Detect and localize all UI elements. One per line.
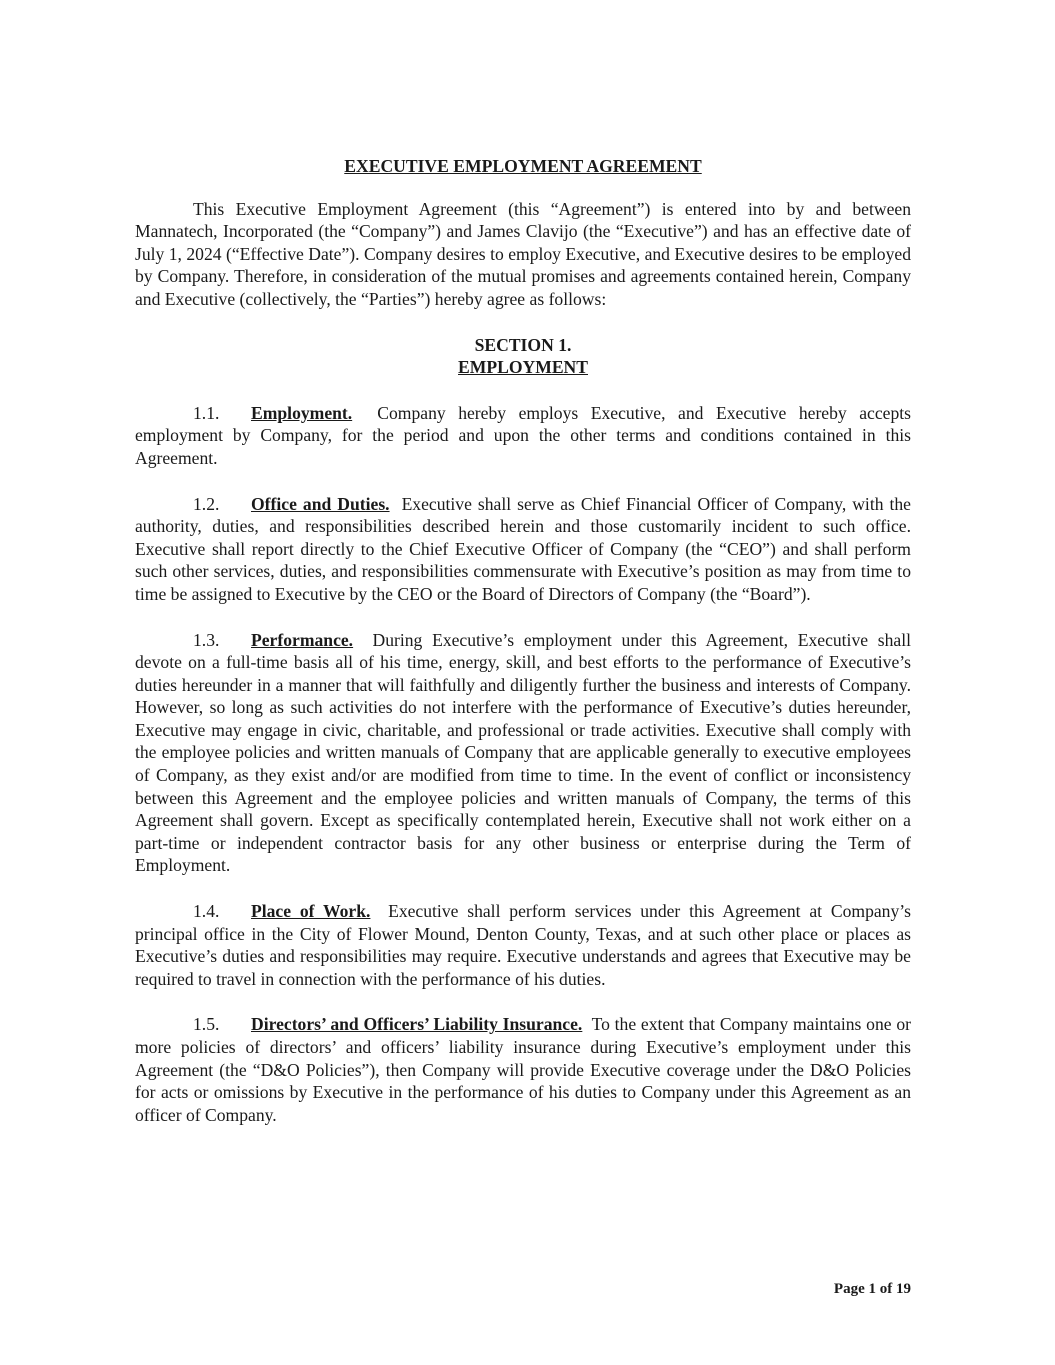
clause-text: During Executive’s employment under this Agreement, Executive shall devote on a full-time basis all of his time, energy, skill, and best efforts to the performance of Executive’s duties hereunder in a manner that will faithfully and diligently further the business and interests of Company. However, so long as such activities do not interfere with the performance of Executive’s duties hereunder, Executive may engage in civic, charitable, and professional or trade activities. Executive shall comply with the employee policies and written manuals of Company that are applicable generally to executive employees of Company, as they exist and/or are modified from time to time. In the event of conflict or inconsistency between this Agreement and the employee policies and written manuals of Company, the terms of this Agreement shall govern. Except as specifically contemplated herein, Executive shall not work either on a part-time or independent contractor basis for any other business or enterprise during the Term of Employment. [135,629,911,876]
section-heading [135,334,911,379]
intro-paragraph: This Executive Employment Agreement (this “Agreement”) is entered into by and between Mannatech, Incorporated (the “Company”) and James Clavijo (the “Executive”) and has an effective date of July 1, 2024 (“Effective Date”). Company desires to employ Executive, and Executive desires to be employed by Company. Therefore, in consideration of the mutual promises and agreements contained herein, Company and Executive (collectively, the “Parties”) hereby agree as follows: [135,198,911,309]
clause-1-5 [135,1013,911,1126]
clause-text: To the extent that Company maintains one or more policies of directors’ and officers’ liability insurance during Executive’s employment under this Agreement (the “D&O Policies”), then Company will provide Executive coverage under the D&O Policies for acts or omissions by Executive in the performance of his duties to Company under this Agreement as an officer of Company. [135,1014,912,1125]
clause-number: 1.5. [193,1014,220,1035]
clause-heading: Place of Work. [251,901,371,922]
section-name: EMPLOYMENT [458,357,588,378]
document-title: EXECUTIVE EMPLOYMENT AGREEMENT [344,156,702,176]
section-number: SECTION 1. [474,334,572,355]
clause-text: Company hereby employs Executive, and Executive hereby accepts employment by Company, for the period and upon the other terms and conditions contained in this Agreement. [135,402,912,468]
clause-1-2 [135,493,911,606]
clause-1-1 [135,402,911,470]
document-body [135,155,911,1149]
clause-number: 1.2. [193,493,220,514]
clause-heading: Employment. [251,402,353,423]
clause-number: 1.4. [193,901,220,922]
clause-number: 1.1. [193,402,220,423]
clause-heading: Office and Duties. [251,493,390,514]
clause-1-4 [135,900,911,990]
page-number: Page 1 of 19 [833,1281,911,1297]
clause-heading: Directors’ and Officers’ Liability Insurance. [251,1014,583,1035]
clause-1-3 [135,629,911,878]
clause-heading: Performance. [251,629,354,650]
clause-number: 1.3. [193,629,220,650]
clause-text: Executive shall serve as Chief Financial Officer of Company, with the authority, duties, and responsibilities described herein and those customarily incident to such office. Executive shall report directly to the Chief Executive Officer of Company (the “CEO”) and shall perform such other services, duties, and responsibilities commensurate with Executive’s position as may from time to time be assigned to Executive by the CEO or the Board of Directors of Company (the “Board”). [135,493,911,604]
clause-text: Executive shall perform services under this Agreement at Company’s principal office in the City of Flower Mound, Denton County, Texas, and at such other place or places as Executive’s duties and responsibilities may require. Executive understands and agrees that Executive may be required to travel in connection with the performance of his duties. [135,901,911,989]
